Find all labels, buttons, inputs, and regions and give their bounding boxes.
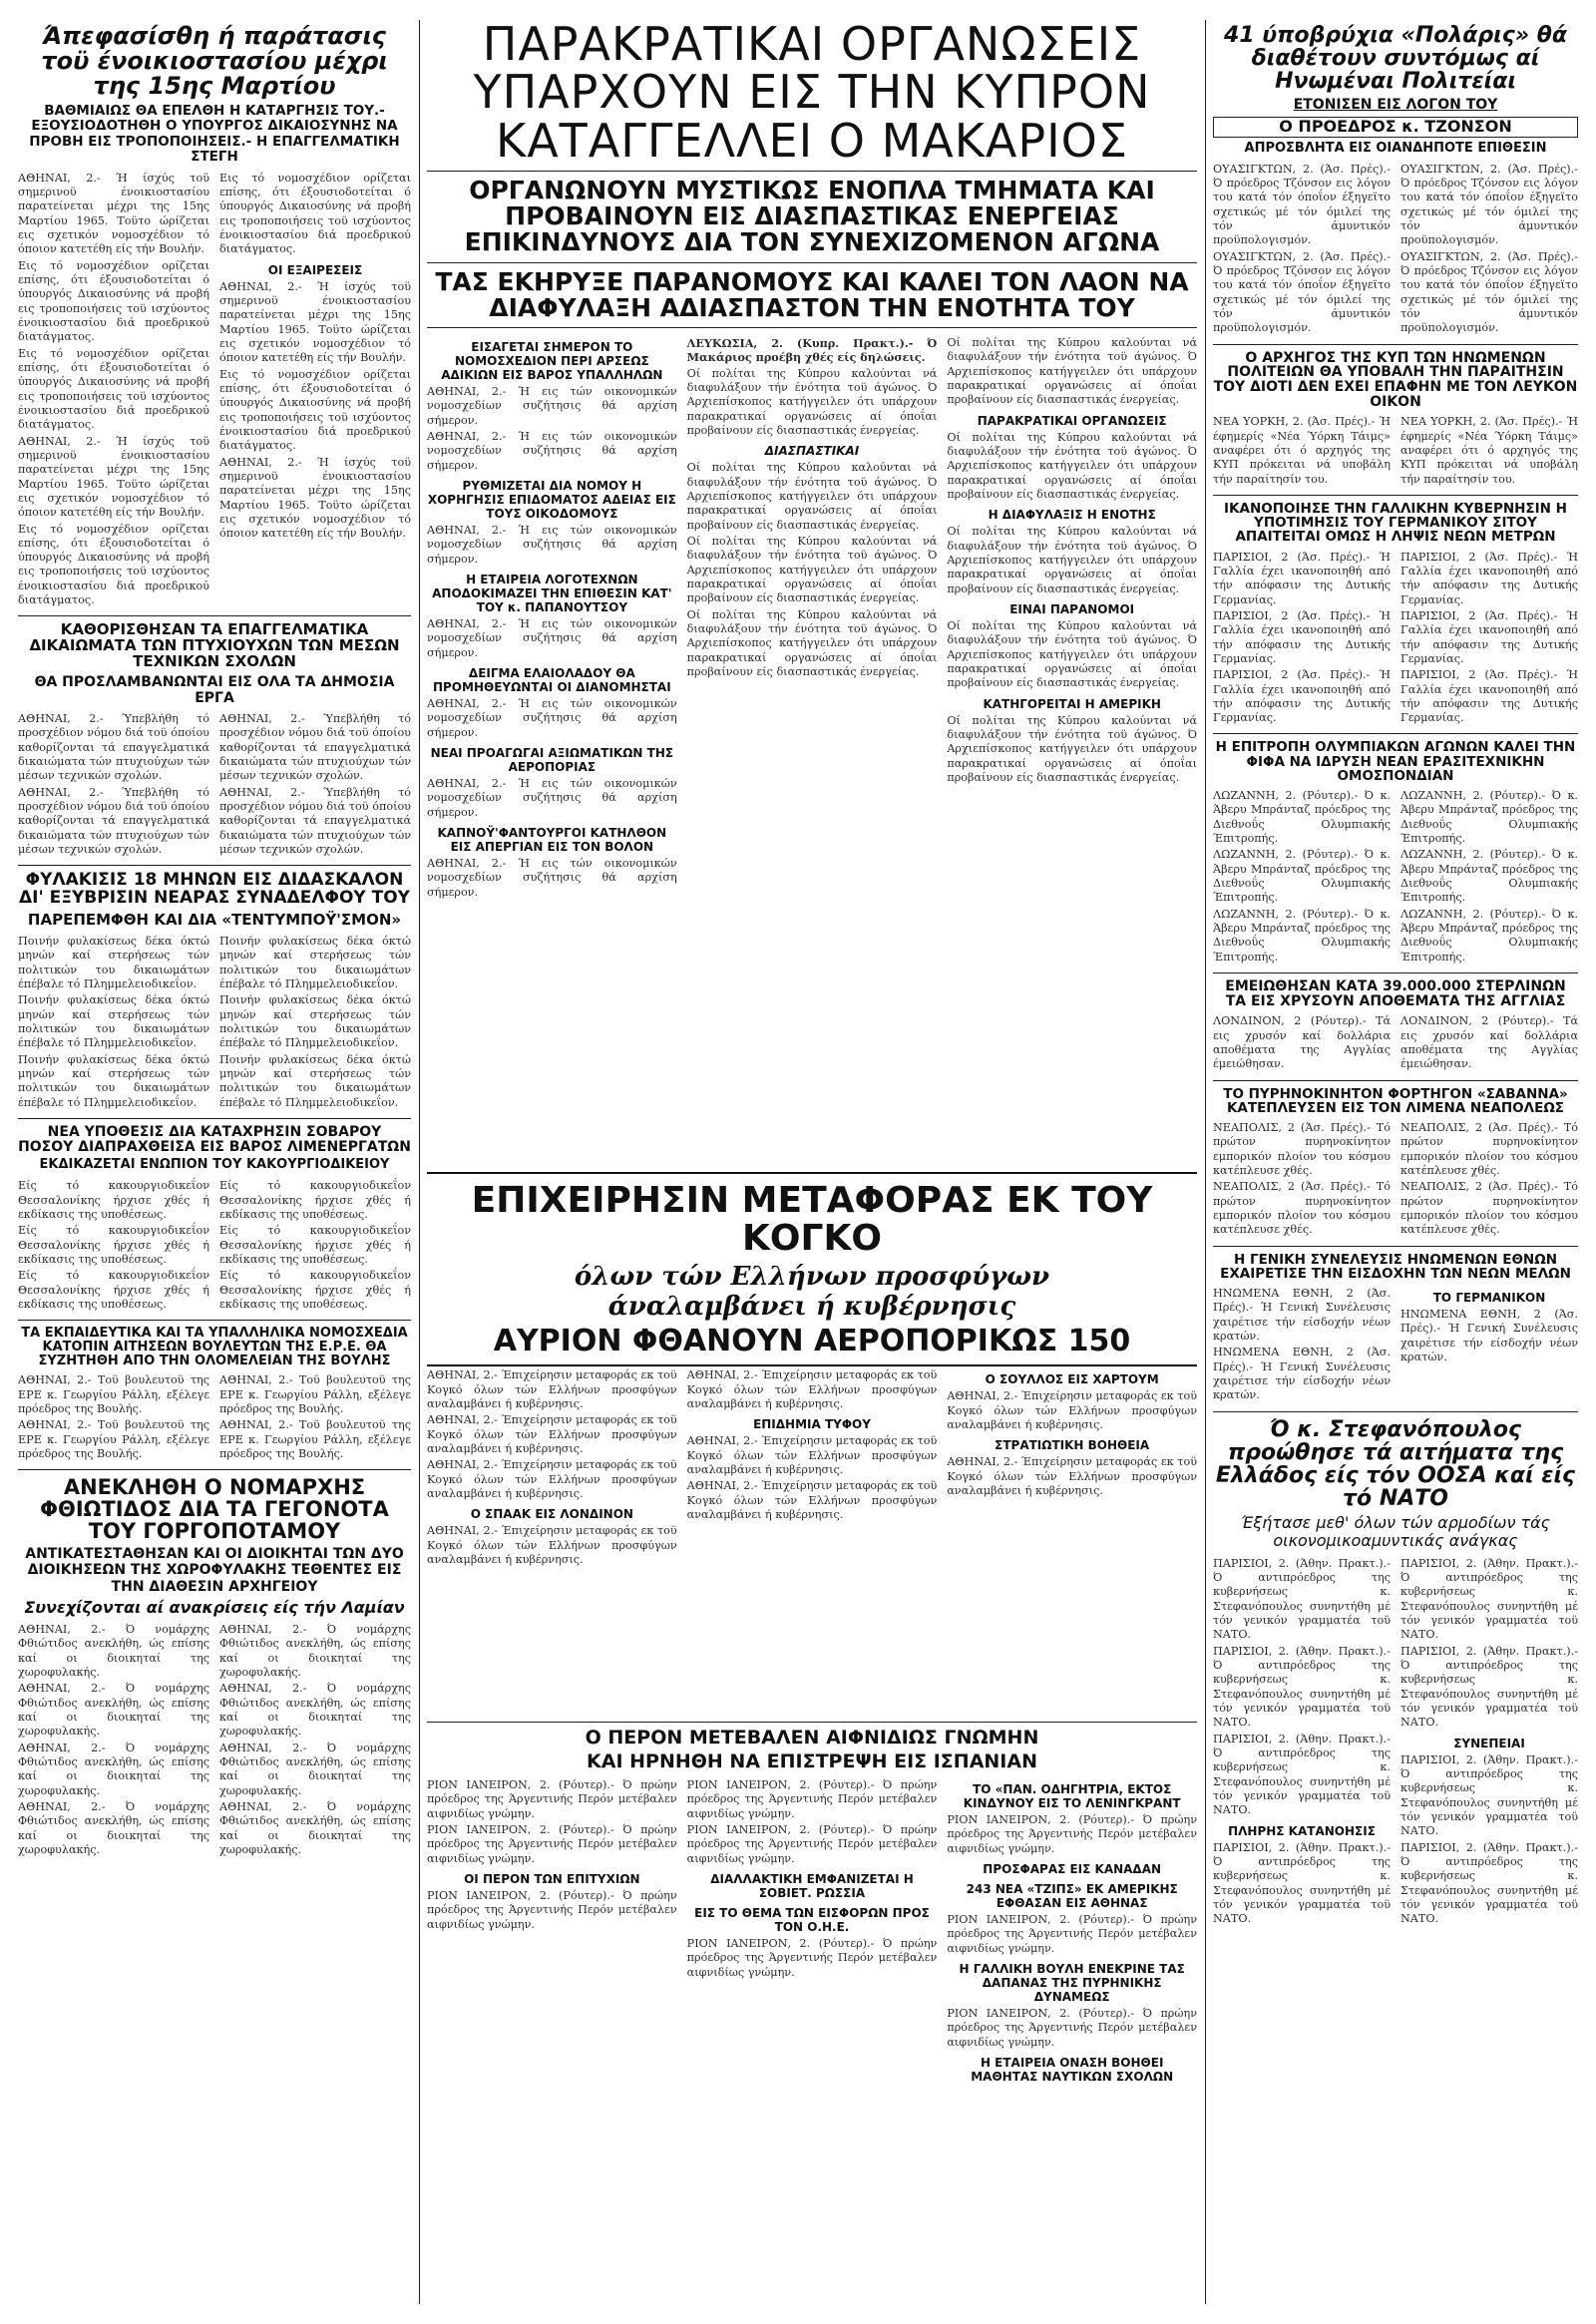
left-column	[18, 20, 411, 2304]
prefect-recalled-text-6: ΑΘΗΝΑΙ, 2.- Ό νομάρχης Φθιώτιδος ανεκλήθη, ώς επίσης καί οι διοικηταί της χωροφυλακής.	[219, 1682, 411, 1739]
peron-text-5: ΡΙΟΝ ΙΑΝΕΙΡΟΝ, 2. (Ρόυτερ).- Ό πρώην πρόεδρος της Άργεντινής Περόν μετέβαλεν αιφνιδίως γνώμην.	[686, 1823, 938, 1865]
congo-subhead-1: όλων τών Ελλήνων προσφύγων	[574, 1261, 1050, 1292]
olive-oil-headline: ΔΕΙΓΜΑ ΕΛΑΙΟΛΑΔΟΥ ΘΑ ΠΡΟΜΗΘΕΥΩΝΤΑΙ ΟΙ ΔΙΑΝΟΜΗΣΤΑΙ	[432, 666, 671, 695]
stefanopoulos-subhead: Έξήτασε μεθ' όλων τών αρμοδίων τάς οικονομικοαμυντικάς ανάγκας	[1240, 1512, 1551, 1551]
polaris-headline: 41 ύποβρύχια «Πολάρις» θά διαθέτουν συντόμως αί Ηνωμέναι Πολιτείαι	[1224, 23, 1567, 95]
education-bills-text: ΑΘΗΝΑΙ, 2.- Τοϋ βουλευτοϋ της ΕΡΕ κ. Γεωργίου Ράλλη, εξέλεγε πρόεδρος της Βουλής.	[18, 1373, 209, 1415]
cyprus-text-9: Οί πολίται της Κύπρου καλούνται νά διαφυλάξουν τήν ένότητα τοϋ άγώνος. Ό Αρχιεπίσκοπος κατήγγειλεν ότι υπάρχουν παρακρατικαί οργανώσεις αί όποΐαι προβαίνουν είς διασπαστικάς ένεργείας.	[947, 713, 1197, 785]
olympic-fifa-text-5: ΛΩΖΑΝΝΗ, 2. (Ρόυτερ).- Ό κ. Άβερυ Μπράνταζ πρόεδρος της Διεθνοΰς Ολυμπιακής Έπιτροπής.	[1400, 848, 1578, 905]
dock-workers-headline: ΝΕΑ ΥΠΟΘΕΣΙΣ ΔΙΑ ΚΑΤΑΧΡΗΣΙΝ ΣΟΒΑΡΟΥ ΠΟΣΟΥ ΔΙΑΠΡΑΧΘΕΙΣΑ ΕΙΣ ΒΑΡΟΣ ΛΙΜΕΝΕΡΓΑΤΩΝ	[18, 1124, 411, 1155]
typhus-text: ΑΘΗΝΑΙ, 2.- Έπιχείρησιν μεταφοράς εκ τοϋ Κογκό όλων τών Ελλήνων προσφύγων αναλαμβάνει ή κυβέρνησις.	[686, 1434, 938, 1476]
dock-workers-text-4: Είς τό κακουργιοδικεΐον Θεσσαλονίκης ήρχισε χθές ή εκδίκασις της υποθέσεως.	[219, 1179, 411, 1222]
congo-text-2: ΑΘΗΝΑΙ, 2.- Έπιχείρησιν μεταφοράς εκ τοϋ Κογκό όλων τών Ελλήνων προσφύγων αναλαμβάνει ή κυβέρνησις.	[427, 1413, 677, 1455]
civil-servants-bill-headline: ΕΙΣΑΓΕΤΑΙ ΣΗΜΕΡΟΝ ΤΟ ΝΟΜΟΣΧΕΔΙΟΝ ΠΕΡΙ ΑΡΣΕΩΣ ΑΔΙΚΙΩΝ ΕΙΣ ΒΑΡΟΣ ΥΠΑΛΛΗΛΩΝ	[441, 340, 663, 383]
stefanopoulos-text-5: ΠΑΡΙΣΙΟΙ, 2. (Άθην. Πρακτ.).- Ό αντιπρόεδρος της κυβερνήσεως κ. Στεφανόπουλος συνηντήθη μέ τόν γενικόν γραμματέα τοϋ ΝΑΤΟ.	[1400, 1556, 1578, 1642]
olympic-fifa-headline: Η ΕΠΙΤΡΟΠΗ ΟΛΥΜΠΙΑΚΩΝ ΑΓΩΝΩΝ ΚΑΛΕΙ ΤΗΝ ΦΙΦΑ ΝΑ ΙΔΡΥΣΗ ΝΕΑΝ ΕΡΑΣΙΤΕΧΝΙΚΗΝ ΟΜΟΣΠΟΝΔΙΑΝ	[1215, 739, 1576, 784]
consequences-subhead: ΣΥΝΕΠΕΙΑΙ	[1453, 1736, 1525, 1750]
cyprus-text-8: Οί πολίται της Κύπρου καλούνται νά διαφυλάξουν τήν ένότητα τοϋ άγώνος. Ό Αρχιεπίσκοπος κατήγγειλεν ότι υπάρχουν παρακρατικαί οργανώσεις αί όποΐαι προβαίνουν είς διασπαστικάς ένεργείας.	[947, 619, 1197, 690]
education-bills-body	[18, 1371, 411, 1463]
divider	[1213, 1080, 1578, 1081]
prefect-recalled-subhead-2: Συνεχίζονται αί ανακρίσεις είς τήν Λαμίαν	[24, 1597, 405, 1617]
upper-center-columns	[427, 334, 1197, 1172]
dock-workers-text-2: Είς τό κακουργιοδικεΐον Θεσσαλονίκης ήρχισε χθές ή εκδίκασις της υποθέσεως.	[18, 1224, 209, 1267]
teacher-sentence-text: Ποινήν φυλακίσεως δέκα όκτώ μηνών καί στερήσεως τών πολιτικών του δικαιωμάτων έπέβαλε τό Πλημμελειοδικεΐον.	[18, 935, 209, 991]
cia-chief-text: ΝΕΑ ΥΟΡΚΗ, 2. (Άσ. Πρές).- Ή έφημερίς «Νέα Ύόρκη Τάιμς» αναφέρει ότι ό αρχηγός της ΚΥΠ πρόκειται νά υποβάλη τήν παραίτησίν του.	[1213, 415, 1391, 486]
stefanopoulos-text-2: ΠΑΡΙΣΙΟΙ, 2. (Άθην. Πρακτ.).- Ό αντιπρόεδρος της κυβερνήσεως κ. Στεφανόπουλος συνηντήθη μέ τόν γενικόν γραμματέα τοϋ ΝΑΤΟ.	[1213, 1644, 1391, 1730]
olympic-fifa-body	[1213, 787, 1578, 967]
peron-text: ΡΙΟΝ ΙΑΝΕΙΡΟΝ, 2. (Ρόυτερ).- Ό πρώην πρόεδρος της Άργεντινής Περόν μετέβαλεν αιφνιδίως γνώμην.	[427, 1778, 677, 1820]
un-assembly-subhead: ΤΟ ΓΕΡΜΑΝΙΚΟΝ	[1432, 1290, 1546, 1305]
prefect-recalled-subhead: ΑΝΤΙΚΑΤΕΣΤΑΘΗΣΑΝ ΚΑΙ ΟΙ ΔΙΟΙΚΗΤΑΙ ΤΩΝ ΔΥΟ ΔΙΟΙΚΗΣΕΩΝ ΤΗΣ ΧΩΡΟΦΥΛΑΚΗΣ ΤΕΘΕΝΤΕΣ ΕΙΣ ΤΗΝ ΔΙΑΘΕΣΙΝ ΑΡΧΗΓΕΙΟΥ	[25, 1546, 404, 1595]
polaris-text-3: ΟΥΑΣΙΓΚΤΩΝ, 2. (Άσ. Πρές).- Ό πρόεδρος Τζόνσον εις λόγον του κατά τόν όποΐον έξηγεϊτο σχετικώς μέ τόν όμιλεί της τόν άμυντικόν προϋπολογισμόν.	[1400, 162, 1578, 247]
column-rule-left	[419, 20, 420, 2304]
teacher-sentence-text-6: Ποινήν φυλακίσεως δέκα όκτώ μηνών καί στερήσεως τών πολιτικών του δικαιωμάτων έπέβαλε τό Πλημμελειοδικεΐον.	[219, 1052, 411, 1109]
teacher-sentence-headline: ΦΥΛΑΚΙΣΙΣ 18 ΜΗΝΩΝ ΕΙΣ ΔΙΔΑΣΚΑΛΟΝ ΔΙ' ΕΞΥΒΡΙΣΙΝ ΝΕΑΡΑΣ ΣΥΝΑΔΕΛΦΟΥ ΤΟΥ	[19, 870, 410, 909]
canada-headline: ΠΡΟΣΦΑΡΑΣ ΕΙΣ ΚΑΝΑΔΑΝ	[983, 1862, 1162, 1877]
stefanopoulos-text-4: ΠΑΡΙΣΙΟΙ, 2. (Άθην. Πρακτ.).- Ό αντιπρόεδρος της κυβερνήσεως κ. Στεφανόπουλος συνηντήθη μέ τόν γενικόν γραμματέα τοϋ ΝΑΤΟ.	[1213, 1840, 1391, 1926]
center-right-subcolumn	[947, 334, 1197, 1172]
technical-schools-text-4: ΑΘΗΝΑΙ, 2.- Ύπεβλήθη τό προσχέδιον νόμου διά τοϋ όποίου καθορίζονται τά επαγγελματικά δικαιώματα τών πτυχιούχων τών μέσων τεχνικών σχολών.	[219, 785, 411, 856]
cyprus-america-subhead: ΚΑΤΗΓΟΡΕΙΤΑΙ Η ΑΜΕΡΙΚΗ	[983, 696, 1161, 711]
congo-text-3: ΑΘΗΝΑΙ, 2.- Έπιχείρησιν μεταφοράς εκ τοϋ Κογκό όλων τών Ελλήνων προσφύγων αναλαμβάνει ή κυβέρνησις.	[427, 1458, 677, 1500]
writers-society-text: ΑΘΗΝΑΙ, 2.- Ή εις τών οικονομικών νομοσχεδίων συζήτησις θά αρχίση σήμερον.	[427, 617, 677, 659]
prefect-recalled-text-4: ΑΘΗΝΑΙ, 2.- Ό νομάρχης Φθιώτιδος ανεκλήθη, ώς επίσης καί οι διοικηταί της χωροφυλακής.	[18, 1799, 209, 1856]
rent-control-headline: Άπεφασίσθη ή παράτασις τοϋ ένοικιοστασίου μέχρι της 15ης Μαρτίου	[41, 22, 388, 101]
polaris-subhead: ΕΤΟΝΙΣΕΝ ΕΙΣ ΛΟΓΟΝ ΤΟΥ	[1293, 97, 1498, 114]
polaris-body	[1213, 161, 1578, 338]
builders-allowance-text: ΑΘΗΝΑΙ, 2.- Ή εις τών οικονομικών νομοσχεδίων συζήτησις θά αρχίση σήμερον.	[427, 524, 677, 566]
builders-allowance-headline: ΡΥΘΜΙΖΕΤΑΙ ΔΙΑ ΝΟΜΟΥ Η ΧΟΡΗΓΗΣΙΣ ΕΠΙΔΟΜΑΤΟΣ ΑΔΕΙΑΣ ΕΙΣ ΤΟΥΣ ΟΙΚΟΔΟΜΟΥΣ	[427, 479, 676, 522]
savannah-text-2: ΝΕΑΠΟΛΙΣ, 2 (Άσ. Πρές).- Τό πρώτον πυρηνοκίνητον εμπορικόν πλοίον του κόσμου κατέπλευσε χθές.	[1213, 1180, 1391, 1237]
un-assembly-headline: Η ΓΕΝΙΚΗ ΣΥΝΕΛΕΥΣΙΣ ΗΝΩΜΕΝΩΝ ΕΘΝΩΝ ΕΧΑΙΡΕΤΙΣΕ ΤΗΝ ΕΙΣΔΟΧΗΝ ΤΩΝ ΝΕΩΝ ΜΕΛΩΝ	[1220, 1251, 1571, 1282]
rent-control-text-5: Εις τό νομοσχέδιον ορίζεται επίσης, ότι έξουσιοδοτείται ό ύπουργός Δικαιοσύνης νά προβή εις τροποποιήσεις τοϋ ισχύοντος ένοικιοστασίου διά προεδρικού διατάγματος.	[18, 522, 209, 607]
prefect-recalled-text: ΑΘΗΝΑΙ, 2.- Ό νομάρχης Φθιώτιδος ανεκλήθη, ώς επίσης καί οι διοικηταί της χωροφυλακής.	[18, 1623, 209, 1680]
savannah-body	[1213, 1119, 1578, 1240]
typhus-text-2: ΑΘΗΝΑΙ, 2.- Έπιχείρησιν μεταφοράς εκ τοϋ Κογκό όλων τών Ελλήνων προσφύγων αναλαμβάνει ή κυβέρνησις.	[686, 1479, 938, 1521]
cyprus-text-6: Οί πολίται της Κύπρου καλούνται νά διαφυλάξουν τήν ένότητα τοϋ άγώνος. Ό Αρχιεπίσκοπος κατήγγειλεν ότι υπάρχουν παρακρατικαί οργανώσεις αί όποΐαι προβαίνουν είς διασπαστικάς ένεργείας.	[947, 430, 1197, 502]
spaak-headline: Ο ΣΠΑΑΚ ΕΙΣ ΛΟΝΔΙΝΟΝ	[470, 1507, 633, 1522]
writers-society-headline: Η ΕΤΑΙΡΕΙΑ ΛΟΓΟΤΕΧΝΩΝ ΑΠΟΔΟΚΙΜΑΖΕΙ ΤΗΝ ΕΠΙΘΕΣΙΝ ΚΑΤ' ΤΟΥ κ. ΠΑΠΑΝΟΥΤΣΟΥ	[432, 573, 672, 615]
rent-control-text-7: ΑΘΗΝΑΙ, 2.- Ή ίσχύς τοϋ σημερινοϋ ένοικιοστασίου παρατείνεται μέχρι της 15ης Μαρτίου 1965. Τοϋτο ώρίζεται εις σχετικόν νομοσχέδιον τό όποιον κατετέθη είς τήν Βουλήν.	[219, 279, 411, 365]
cyprus-deck-2: ΤΑΣ ΕΚΗΡΥΞΕ ΠΑΡΑΝΟΜΟΥΣ ΚΑΙ ΚΑΛΕΙ ΤΟΝ ΛΑΟΝ ΝΑ ΔΙΑΦΥΛΑΞΗ ΑΔΙΑΣΠΑΣΤΟΝ ΤΗΝ ΕΝΟΤΗΤΑ ΤΟΥ	[435, 266, 1189, 322]
olympic-fifa-text-6: ΛΩΖΑΝΝΗ, 2. (Ρόυτερ).- Ό κ. Άβερυ Μπράνταζ πρόεδρος της Διεθνοΰς Ολυμπιακής Έπιτροπής.	[1400, 907, 1578, 964]
un-assembly-text-3: ΗΝΩΜΕΝΑ ΕΘΝΗ, 2 (Άσ. Πρές).- Ή Γενική Συνέλευσις χαιρέτισε τήν είσδοχήν νέων κρατών.	[1400, 1307, 1578, 1363]
peron-text-3: ΡΙΟΝ ΙΑΝΕΙΡΟΝ, 2. (Ρόυτερ).- Ό πρώην πρόεδρος της Άργεντινής Περόν μετέβαλεν αιφνιδίως γνώμην.	[427, 1889, 677, 1931]
cyprus-illegal-subhead: ΕΙΝΑΙ ΠΑΡΑΝΟΜΟΙ	[1009, 602, 1135, 617]
un-assembly-body	[1213, 1285, 1578, 1405]
congo-subhead-3: ΑΥΡΙΟΝ ΦΘΑΝΟΥΝ ΑΕΡΟΠΟΡΙΚΩΣ 150	[493, 1323, 1131, 1358]
bottom-center-columns	[427, 1776, 1197, 2304]
polaris-subhead-3: ΑΠΡΟΣΒΛΗΤΑ ΕΙΣ ΟΙΑΝΔΗΠΟΤΕ ΕΠΙΘΕΣΙΝ	[1244, 140, 1547, 156]
tobacco-strike-text: ΑΘΗΝΑΙ, 2.- Ή εις τών οικονομικών νομοσχεδίων συζήτησις θά αρχίση σήμερον.	[427, 857, 677, 899]
savannah-headline: ΤΟ ΠΥΡΗΝΟΚΙΝΗΤΟΝ ΦΟΡΤΗΓΟΝ «ΣΑΒΑΝΝΑ» ΚΑΤΕΠΛΕΥΣΕΝ ΕΙΣ ΤΟΝ ΛΙΜΕΝΑ ΝΕΑΠΟΛΕΩΣ	[1223, 1085, 1568, 1116]
polaris-text: ΟΥΑΣΙΓΚΤΩΝ, 2. (Άσ. Πρές).- Ό πρόεδρος Τζόνσον εις λόγον του κατά τόν όποΐον έξηγεϊτο σχετικώς μέ τόν όμιλεί της τόν άμυντικόν προϋπολογισμόν.	[1213, 162, 1391, 247]
technical-schools-text-2: ΑΘΗΝΑΙ, 2.- Ύπεβλήθη τό προσχέδιον νόμου διά τοϋ όποίου καθορίζονται τά επαγγελματικά δικαιώματα τών πτυχιούχων τών μέσων τεχνικών σχολών.	[18, 785, 209, 856]
onassis-headline: Η ΕΤΑΙΡΕΙΑ ΟΝΑΣΗ ΒΟΗΘΕΙ ΜΑΘΗΤΑΣ ΝΑΥΤΙΚΩΝ ΣΧΟΛΩΝ	[971, 2056, 1174, 2085]
gold-reserves-headline: ΕΜΕΙΩΘΗΣΑΝ ΚΑΤΑ 39.000.000 ΣΤΕΡΛΙΝΩΝ ΤΑ ΕΙΣ ΧΡΥΣΟΥΝ ΑΠΟΘΕΜΑΤΑ ΤΗΣ ΑΓΓΛΙΑΣ	[1225, 977, 1566, 1009]
olympic-fifa-text-4: ΛΩΖΑΝΝΗ, 2. (Ρόυτερ).- Ό κ. Άβερυ Μπράνταζ πρόεδρος της Διεθνοΰς Ολυμπιακής Έπιτροπής.	[1400, 789, 1578, 845]
rent-control-text-3: Εις τό νομοσχέδιον ορίζεται επίσης, ότι έξουσιοδοτείται ό ύπουργός Δικαιοσύνης νά προβή εις τροποποιήσεις τοϋ ισχύοντος ένοικιοστασίου διά προεδρικού διατάγματος.	[18, 346, 209, 432]
teacher-sentence-subhead: ΠΑΡΕΠΕΜΦΘΗ ΚΑΙ ΔΙΑ «ΤΕΝΤΥΜΠΟΫ'ΣΜΟΝ»	[27, 910, 402, 929]
technical-schools-text: ΑΘΗΝΑΙ, 2.- Ύπεβλήθη τό προσχέδιον νόμου διά τοϋ όποίου καθορίζονται τά επαγγελματικά δικαιώματα τών πτυχιούχων τών μέσων τεχνικών σχολών.	[18, 711, 209, 783]
olympic-fifa-text-2: ΛΩΖΑΝΝΗ, 2. (Ρόυτερ).- Ό κ. Άβερυ Μπράνταζ πρόεδρος της Διεθνοΰς Ολυμπιακής Έπιτροπής.	[1213, 848, 1391, 905]
divider	[427, 1722, 1197, 1723]
military-aid-headline: ΣΤΡΑΤΙΩΤΙΚΗ ΒΟΗΘΕΙΑ	[995, 1438, 1150, 1453]
cyprus-text-2: Οί πολίται της Κύπρου καλούνται νά διαφυλάξουν τήν ένότητα τοϋ άγώνος. Ό Αρχιεπίσκοπος κατήγγειλεν ότι υπάρχουν παρακρατικαί οργανώσεις αί όποΐαι προβαίνουν είς διασπαστικάς ένεργείας.	[686, 461, 938, 532]
divider	[1213, 344, 1578, 345]
education-bills-headline: ΤΑ ΕΚΠΑΙΔΕΥΤΙΚΑ ΚΑΙ ΤΑ ΥΠΑΛΛΗΛΙΚΑ ΝΟΜΟΣΧΕΔΙΑ ΚΑΤΟΠΙΝ ΑΙΤΗΣΕΩΝ ΒΟΥΛΕΥΤΩΝ ΤΗΣ Ε.Ρ.Ε. ΘΑ ΣΥΖΗΤΗΘΗ ΑΠΟ ΤΗΝ ΟΛΟΜΕΛΕΙΑΝ ΤΗΣ ΒΟΥΛΗΣ	[21, 1326, 408, 1368]
cia-chief-headline: Ο ΑΡΧΗΓΟΣ ΤΗΣ ΚΥΠ ΤΩΝ ΗΝΩΜΕΝΩΝ ΠΟΛΙΤΕΙΩΝ ΘΑ ΥΠΟΒΑΛΗ ΤΗΝ ΠΑΡΑΙΤΗΣΙΝ ΤΟΥ ΔΙΟΤΙ ΔΕΝ ΕΧΕΙ ΕΠΑΦΗΝ ΜΕ ΤΟΝ ΛΕΥΚΟΝ ΟΙΚΟΝ	[1213, 349, 1578, 410]
civil-servants-bill-text-2: ΑΘΗΝΑΙ, 2.- Ή εις τών οικονομικών νομοσχεδίων συζήτησις θά αρχίση σήμερον.	[427, 430, 677, 472]
civil-servants-bill-text: ΑΘΗΝΑΙ, 2.- Ή εις τών οικονομικών νομοσχεδίων συζήτησις θά αρχίση σήμερον.	[427, 385, 677, 427]
peron-successes-headline: ΟΙ ΠΕΡΟΝ ΤΩΝ ΕΠΙΤΥΧΙΩΝ	[464, 1872, 640, 1887]
german-wheat-text-4: ΠΑΡΙΣΙΟΙ, 2 (Άσ. Πρές).- Ή Γαλλία έχει ικανοποιηθή από τήν απόφασιν της Δυτικής Γερμανίας.	[1400, 550, 1578, 606]
teacher-sentence-text-2: Ποινήν φυλακίσεως δέκα όκτώ μηνών καί στερήσεως τών πολιτικών του δικαιωμάτων έπέβαλε τό Πλημμελειοδικεΐον.	[18, 993, 209, 1050]
congo-box	[427, 1172, 1197, 1366]
divider	[18, 1118, 411, 1119]
rent-control-text-4: ΑΘΗΝΑΙ, 2.- Ή ίσχύς τοϋ σημερινοϋ ένοικιοστασίου παρατείνεται μέχρι της 15ης Μαρτίου 1965. Τοϋτο ώρίζεται εις σχετικόν νομοσχέδιον τό όποιον κατετέθη είς τήν Βουλήν.	[18, 434, 209, 520]
prefect-recalled-headline: ΑΝΕΚΛΗΘΗ Ο ΝΟΜΑΡΧΗΣ ΦΘΙΩΤΙΔΟΣ ΔΙΑ ΤΑ ΓΕΓΟΝΟΤΑ ΤΟΥ ΓΟΡΓΟΠΟΤΑΜΟΥ	[40, 1475, 389, 1544]
cyprus-deck-1: ΟΡΓΑΝΩΝΟΥΝ ΜΥΣΤΙΚΩΣ ΕΝΟΠΛΑ ΤΜΗΜΑΤΑ ΚΑΙ ΠΡΟΒΑΙΝΟΥΝ ΕΙΣ ΔΙΑΣΠΑΣΤΙΚΑΣ ΕΝΕΡΓΕΙΑΣ ΕΠΙΚΙΝΔΥΝΟΥΣ ΔΙΑ ΤΟΝ ΣΥΝΕΧΙΖΟΜΕΝΟΝ ΑΓΩΝΑ	[464, 175, 1160, 257]
cia-chief-body	[1213, 413, 1578, 489]
cyprus-banner-line2: ΥΠΑΡΧΟΥΝ ΕΙΣ ΤΗΝ ΚΥΠΡΟΝ	[473, 65, 1151, 120]
tobacco-strike-headline: ΚΑΠΝΟΫ'ΦΑΝΤΟΥΡΓΟΙ ΚΑΤΗΛΘΟΝ ΕΙΣ ΑΠΕΡΓΙΑΝ ΕΙΣ ΤΟΝ ΒΟΛΟΝ	[437, 826, 667, 855]
prefect-recalled-text-7: ΑΘΗΝΑΙ, 2.- Ό νομάρχης Φθιώτιδος ανεκλήθη, ώς επίσης καί οι διοικηταί της χωροφυλακής.	[219, 1741, 411, 1797]
polaris-text-2: ΟΥΑΣΙΓΚΤΩΝ, 2. (Άσ. Πρές).- Ό πρόεδρος Τζόνσον εις λόγον του κατά τόν όποΐον έξηγεϊτο σχετικώς μέ τόν όμιλεί της τόν άμυντικόν προϋπολογισμόν.	[1213, 249, 1391, 335]
peron-text-4: ΡΙΟΝ ΙΑΝΕΙΡΟΝ, 2. (Ρόυτερ).- Ό πρώην πρόεδρος της Άργεντινής Περόν μετέβαλεν αιφνιδίως γνώμην.	[686, 1778, 938, 1820]
olympic-fifa-text-3: ΛΩΖΑΝΝΗ, 2. (Ρόυτερ).- Ό κ. Άβερυ Μπράνταζ πρόεδρος της Διεθνοΰς Ολυμπιακής Έπιτροπής.	[1213, 907, 1391, 964]
stefanopoulos-text-6: ΠΑΡΙΣΙΟΙ, 2. (Άθην. Πρακτ.).- Ό αντιπρόεδρος της κυβερνήσεως κ. Στεφανόπουλος συνηντήθη μέ τόν γενικόν γραμματέα τοϋ ΝΑΤΟ.	[1400, 1644, 1578, 1730]
teacher-sentence-body	[18, 933, 411, 1112]
cyprus-text-5: Οί πολίται της Κύπρου καλούνται νά διαφυλάξουν τήν ένότητα τοϋ άγώνος. Ό Αρχιεπίσκοπος κατήγγειλεν ότι υπάρχουν παρακρατικαί οργανώσεις αί όποΐαι προβαίνουν είς διασπαστικάς ένεργείας.	[947, 336, 1197, 407]
divider	[427, 327, 1197, 328]
french-parliament-headline: Η ΓΑΛΛΙΚΗ ΒΟΥΛΗ ΕΝΕΚΡΙΝΕ ΤΑΣ ΔΑΠΑΝΑΣ ΤΗΣ ΠΥΡΗΝΙΚΗΣ ΔΥΝΑΜΕΩΣ	[959, 1962, 1185, 2005]
typhus-headline: ΕΠΙΔΗΜΙΑ ΤΥΦΟΥ	[753, 1417, 871, 1432]
olive-oil-text: ΑΘΗΝΑΙ, 2.- Ή εις τών οικονομικών νομοσχεδίων συζήτησις θά αρχίση σήμερον.	[427, 697, 677, 739]
air-force-promotions-text: ΑΘΗΝΑΙ, 2.- Ή εις τών οικονομικών νομοσχεδίων συζήτησις θά αρχίση σήμερον.	[427, 777, 677, 819]
un-assembly-text: ΗΝΩΜΕΝΑ ΕΘΝΗ, 2 (Άσ. Πρές).- Ή Γενική Συνέλευσις χαιρέτισε τήν είσδοχήν νέων κρατών.	[1213, 1286, 1391, 1343]
prefect-recalled-text-2: ΑΘΗΝΑΙ, 2.- Ό νομάρχης Φθιώτιδος ανεκλήθη, ώς επίσης καί οι διοικηταί της χωροφυλακής.	[18, 1682, 209, 1739]
newspaper-page	[18, 20, 1578, 2304]
divider	[1213, 495, 1578, 496]
congo-text: ΑΘΗΝΑΙ, 2.- Έπιχείρησιν μεταφοράς εκ τοϋ Κογκό όλων τών Ελλήνων προσφύγων αναλαμβάνει ή κυβέρνησις.	[427, 1368, 677, 1410]
congo-headline: ΕΠΙΧΕΙΡΗΣΙΝ ΜΕΤΑΦΟΡΑΣ ΕΚ ΤΟΥ ΚΟΓΚΟ	[471, 1180, 1153, 1259]
german-wheat-text-2: ΠΑΡΙΣΙΟΙ, 2 (Άσ. Πρές).- Ή Γαλλία έχει ικανοποιηθή από τήν απόφασιν της Δυτικής Γερμανίας.	[1213, 608, 1391, 665]
military-aid-text: ΑΘΗΝΑΙ, 2.- Έπιχείρησιν μεταφοράς εκ τοϋ Κογκό όλων τών Ελλήνων προσφύγων αναλαμβάνει ή κυβέρνησις.	[947, 1455, 1197, 1497]
rent-control-subhead: ΒΑΘΜΙΑΙΩΣ ΘΑ ΕΠΕΛΘΗ Η ΚΑΤΑΡΓΗΣΙΣ ΤΟΥ.- ΕΞΟΥΣΙΟΔΟΤΗΘΗ Ο ΥΠΟΥΡΓΟΣ ΔΙΚΑΙΟΣΥΝΗΣ ΝΑ ΠΡΟΒΗ ΕΙΣ ΤΡΟΠΟΠΟΙΗΣΕΙΣ.- Η ΕΠΑΓΓΕΛΜΑΤΙΚΗ ΣΤΕΓΗ	[29, 102, 400, 166]
leningrad-ship-text: ΡΙΟΝ ΙΑΝΕΙΡΟΝ, 2. (Ρόυτερ).- Ό πρώην πρόεδρος της Άργεντινής Περόν μετέβαλεν αιφνιδίως γνώμην.	[947, 1813, 1197, 1855]
german-wheat-text-5: ΠΑΡΙΣΙΟΙ, 2 (Άσ. Πρές).- Ή Γαλλία έχει ικανοποιηθή από τήν απόφασιν της Δυτικής Γερμανίας.	[1400, 608, 1578, 665]
prefect-recalled-text-8: ΑΘΗΝΑΙ, 2.- Ό νομάρχης Φθιώτιδος ανεκλήθη, ώς επίσης καί οι διοικηταί της χωροφυλακής.	[219, 1799, 411, 1856]
savannah-text-3: ΝΕΑΠΟΛΙΣ, 2 (Άσ. Πρές).- Τό πρώτον πυρηνοκίνητον εμπορικόν πλοίον του κόσμου κατέπλευσε χθές.	[1400, 1120, 1578, 1177]
gold-reserves-text-2: ΛΟΝΔΙΝΟΝ, 2 (Ρόυτερ).- Τά εις χρυσόν καί δολλάρια αποθέματα της Αγγλίας έμειώθησαν.	[1400, 1014, 1578, 1071]
rent-control-text-9: ΑΘΗΝΑΙ, 2.- Ή ίσχύς τοϋ σημερινοϋ ένοικιοστασίου παρατείνεται μέχρι της 15ης Μαρτίου 1965. Τοϋτο ώρίζεται εις σχετικόν νομοσχέδιον τό όποιον κατετέθη είς τήν Βουλήν.	[219, 455, 411, 541]
right-column	[1213, 20, 1578, 2304]
divider	[1213, 733, 1578, 734]
divider	[18, 1320, 411, 1321]
un-assembly-text-2: ΗΝΩΜΕΝΑ ΕΘΝΗ, 2 (Άσ. Πρές).- Ή Γενική Συνέλευσις χαιρέτισε τήν είσδοχήν νέων κρατών.	[1213, 1346, 1391, 1402]
leningrad-ship-headline: ΤΟ «ΠΑΝ. ΟΔΗΓΗΤΡΙΑ, ΕΚΤΟΣ ΚΙΝΔΥΝΟΥ ΕΙΣ ΤΟ ΛΕΝΙΝΓΚΡΑΝΤ	[963, 1782, 1181, 1811]
divider	[1213, 972, 1578, 973]
dock-workers-text-5: Είς τό κακουργιοδικεΐον Θεσσαλονίκης ήρχισε χθές ή εκδίκασις της υποθέσεως.	[219, 1224, 411, 1267]
education-bills-text-3: ΑΘΗΝΑΙ, 2.- Τοϋ βουλευτοϋ της ΕΡΕ κ. Γεωργίου Ράλλη, εξέλεγε πρόεδρος της Βουλής.	[219, 1373, 411, 1415]
french-parliament-text: ΡΙΟΝ ΙΑΝΕΙΡΟΝ, 2. (Ρόυτερ).- Ό πρώην πρόεδρος της Άργεντινής Περόν μετέβαλεν αιφνιδίως γνώμην.	[947, 2007, 1197, 2049]
soullos-headline: Ο ΣΟΥΛΛΟΣ ΕΙΣ ΧΑΡΤΟΥΜ	[985, 1372, 1159, 1387]
technical-schools-subhead: ΘΑ ΠΡΟΣΛΑΜΒΑΝΩΝΤΑΙ ΕΙΣ ΟΛΑ ΤΑ ΔΗΜΟΣΙΑ ΕΡΓΑ	[34, 673, 395, 706]
education-bills-text-2: ΑΘΗΝΑΙ, 2.- Τοϋ βουλευτοϋ της ΕΡΕ κ. Γεωργίου Ράλλη, εξέλεγε πρόεδρος της Βουλής.	[18, 1418, 209, 1460]
polaris-subhead-2: Ο ΠΡΟΕΔΡΟΣ κ. ΤΖΟΝΣΟΝ	[1213, 117, 1578, 137]
peron-text-2: ΡΙΟΝ ΙΑΝΕΙΡΟΝ, 2. (Ρόυτερ).- Ό πρώην πρόεδρος της Άργεντινής Περόν μετέβαλεν αιφνιδίως γνώμην.	[427, 1823, 677, 1865]
german-wheat-text: ΠΑΡΙΣΙΟΙ, 2 (Άσ. Πρές).- Ή Γαλλία έχει ικανοποιηθή από τήν απόφασιν της Δυτικής Γερμανίας.	[1213, 550, 1391, 606]
savannah-text-4: ΝΕΑΠΟΛΙΣ, 2 (Άσ. Πρές).- Τό πρώτον πυρηνοκίνητον εμπορικόν πλοίον του κόσμου κατέπλευσε χθές.	[1400, 1180, 1578, 1237]
divider	[1213, 1411, 1578, 1412]
lower-center-columns	[427, 1366, 1197, 1716]
cyprus-text-3: Οί πολίται της Κύπρου καλούνται νά διαφυλάξουν τήν ένότητα τοϋ άγώνος. Ό Αρχιεπίσκοπος κατήγγειλεν ότι υπάρχουν παρακρατικαί οργανώσεις αί όποΐαι προβαίνουν είς διασπαστικάς ένεργείας.	[686, 535, 938, 605]
congo-subhead-2: άναλαμβάνει ή κυβέρνησις	[607, 1291, 1016, 1322]
teacher-sentence-text-4: Ποινήν φυλακίσεως δέκα όκτώ μηνών καί στερήσεως τών πολιτικών του δικαιωμάτων έπέβαλε τό Πλημμελειοδικεΐον.	[219, 935, 411, 991]
olympic-fifa-text: ΛΩΖΑΝΝΗ, 2. (Ρόυτερ).- Ό κ. Άβερυ Μπράνταζ πρόεδρος της Διεθνοΰς Ολυμπιακής Έπιτροπής.	[1213, 789, 1391, 845]
polaris-text-4: ΟΥΑΣΙΓΚΤΩΝ, 2. (Άσ. Πρές).- Ό πρόεδρος Τζόνσον εις λόγον του κατά τόν όποΐον έξηγεϊτο σχετικώς μέ τόν όμιλεί της τόν άμυντικόν προϋπολογισμόν.	[1400, 249, 1578, 335]
congo-text-4: ΑΘΗΝΑΙ, 2.- Έπιχείρησιν μεταφοράς εκ τοϋ Κογκό όλων τών Ελλήνων προσφύγων αναλαμβάνει ή κυβέρνησις.	[686, 1368, 938, 1410]
peron-headline: Ο ΠΕΡΟΝ ΜΕΤΕΒΑΛΕΝ ΑΙΦΝΙΔΙΩΣ ΓΝΩΜΗΝ	[585, 1727, 1039, 1749]
air-force-promotions-headline: ΝΕΑΙ ΠΡΟΑΓΩΓΑΙ ΑΞΙΩΜΑΤΙΚΩΝ ΤΗΣ ΑΕΡΟΠΟΡΙΑΣ	[430, 746, 674, 775]
prefect-recalled-body	[18, 1621, 411, 1859]
dock-workers-body	[18, 1177, 411, 1314]
cyprus-text-7: Οί πολίται της Κύπρου καλούνται νά διαφυλάξουν τήν ένότητα τοϋ άγώνος. Ό Αρχιεπίσκοπος κατήγγειλεν ότι υπάρχουν παρακρατικαί οργανώσεις αί όποΐαι προβαίνουν είς διασπαστικάς ένεργείας.	[947, 525, 1197, 595]
center-middle-subcolumn	[687, 334, 938, 1172]
technical-schools-text-3: ΑΘΗΝΑΙ, 2.- Ύπεβλήθη τό προσχέδιον νόμου διά τοϋ όποίου καθορίζονται τά επαγγελματικά δικαιώματα τών πτυχιούχων τών μέσων τεχνικών σχολών.	[219, 711, 411, 783]
cyprus-banner-line1: ΠΑΡΑΚΡΑΤΙΚΑΙ ΟΡΓΑΝΩΣΕΙΣ	[482, 20, 1142, 71]
german-wheat-text-6: ΠΑΡΙΣΙΟΙ, 2 (Άσ. Πρές).- Ή Γαλλία έχει ικανοποιηθή από τήν απόφασιν της Δυτικής Γερμανίας.	[1400, 668, 1578, 725]
cyprus-text-4: Οί πολίται της Κύπρου καλούνται νά διαφυλάξουν τήν ένότητα τοϋ άγώνος. Ό Αρχιεπίσκοπος κατήγγειλεν ότι υπάρχουν παρακρατικαί οργανώσεις αί όποΐαι προβαίνουν είς διασπαστικάς ένεργείας.	[686, 607, 938, 679]
soullos-text: ΑΘΗΝΑΙ, 2.- Έπιχείρησιν μεταφοράς εκ τοϋ Κογκό όλων τών Ελλήνων προσφύγων αναλαμβάνει ή κυβέρνησις.	[947, 1389, 1197, 1431]
german-wheat-text-3: ΠΑΡΙΣΙΟΙ, 2 (Άσ. Πρές).- Ή Γαλλία έχει ικανοποιηθή από τήν απόφασιν της Δυτικής Γερμανίας.	[1213, 668, 1391, 725]
divider	[18, 615, 411, 616]
cyprus-unity-subhead: Η ΔΙΑΦΥΛΑΞΙΣ Η ΕΝΟΤΗΣ	[988, 508, 1156, 523]
stefanopoulos-body	[1213, 1555, 1578, 1929]
teacher-sentence-text-3: Ποινήν φυλακίσεως δέκα όκτώ μηνών καί στερήσεως τών πολιτικών του δικαιωμάτων έπέβαλε τό Πλημμελειοδικεΐον.	[18, 1052, 209, 1109]
divider	[18, 865, 411, 866]
jeeps-text: ΡΙΟΝ ΙΑΝΕΙΡΟΝ, 2. (Ρόυτερ).- Ό πρώην πρόεδρος της Άργεντινής Περόν μετέβαλεν αιφνιδίως γνώμην.	[947, 1913, 1197, 1955]
cyprus-banner-line3: ΚΑΤΑΓΓΕΛΛΕΙ Ο ΜΑΚΑΡΙΟΣ	[496, 113, 1128, 168]
dock-workers-text-6: Είς τό κακουργιοδικεΐον Θεσσαλονίκης ήρχισε χθές ή εκδίκασις της υποθέσεως.	[219, 1269, 411, 1311]
dock-workers-subhead: ΕΚΔΙΚΑΖΕΤΑΙ ΕΝΩΠΙΟΝ ΤΟΥ ΚΑΚΟΥΡΓΙΟΔΙΚΕΙΟΥ	[39, 1157, 390, 1173]
education-bills-text-4: ΑΘΗΝΑΙ, 2.- Τοϋ βουλευτοϋ της ΕΡΕ κ. Γεωργίου Ράλλη, εξέλεγε πρόεδρος της Βουλής.	[219, 1418, 411, 1460]
center-left-subcolumn	[427, 334, 677, 1172]
divider	[18, 1469, 411, 1470]
stefanopoulos-text-8: ΠΑΡΙΣΙΟΙ, 2. (Άθην. Πρακτ.).- Ό αντιπρόεδρος της κυβερνήσεως κ. Στεφανόπουλος συνηντήθη μέ τόν γενικόν γραμματέα τοϋ ΝΑΤΟ.	[1400, 1840, 1578, 1926]
jeeps-headline: 243 ΝΕΑ «ΤΖΙΠΣ» ΕΚ ΑΜΕΡΙΚΗΣ ΕΦΘΑΣΑΝ ΕΙΣ ΑΘΗΝΑΣ	[966, 1882, 1178, 1911]
soviet-un-headline: ΔΙΑΛΛΑΚΤΙΚΗ ΕΜΦΑΝΙΖΕΤΑΙ Η ΣΟΒΙΕΤ. ΡΩΣΣΙΑ	[710, 1872, 914, 1901]
german-wheat-body	[1213, 549, 1578, 728]
divider	[427, 262, 1197, 263]
column-rule-right	[1205, 20, 1206, 2304]
stefanopoulos-headline: Ό κ. Στεφανόπουλος προώθησε τά αιτήματα της Ελλάδος είς τόν ΟΟΣΑ καί είς τό ΝΑΤΟ	[1215, 1416, 1576, 1511]
stefanopoulos-text: ΠΑΡΙΣΙΟΙ, 2. (Άθην. Πρακτ.).- Ό αντιπρόεδρος της κυβερνήσεως κ. Στεφανόπουλος συνηντήθη μέ τόν γενικόν γραμματέα τοϋ ΝΑΤΟ.	[1213, 1556, 1391, 1642]
prefect-recalled-text-5: ΑΘΗΝΑΙ, 2.- Ό νομάρχης Φθιώτιδος ανεκλήθη, ώς επίσης καί οι διοικηταί της χωροφυλακής.	[219, 1623, 411, 1680]
cyprus-paramilitary-subhead: ΠΑΡΑΚΡΑΤΙΚΑΙ ΟΡΓΑΝΩΣΕΙΣ	[977, 413, 1167, 428]
soviet-un-text: ΡΙΟΝ ΙΑΝΕΙΡΟΝ, 2. (Ρόυτερ).- Ό πρώην πρόεδρος της Άργεντινής Περόν μετέβαλεν αιφνιδίως γνώμην.	[686, 1937, 938, 1979]
technical-schools-headline: ΚΑΘΟΡΙΣΘΗΣΑΝ ΤΑ ΕΠΑΓΓΕΛΜΑΤΙΚΑ ΔΙΚΑΙΩΜΑΤΑ ΤΩΝ ΠΤΥΧΙΟΥΧΩΝ ΤΩΝ ΜΕΣΩΝ ΤΕΧΝΙΚΩΝ ΣΧΟΛΩΝ	[29, 620, 400, 670]
full-understanding-subhead: ΠΛΗΡΗΣ ΚΑΤΑΝΟΗΣΙΣ	[1228, 1823, 1376, 1838]
german-wheat-headline: ΙΚΑΝΟΠΟΙΗΣΕ ΤΗΝ ΓΑΛΛΙΚΗΝ ΚΥΒΕΡΝΗΣΙΝ Η ΥΠΟΤΙΜΗΣΙΣ ΤΟΥ ΓΕΡΜΑΝΙΚΟΥ ΣΙΤΟΥ ΑΠΑΙΤΕΙΤΑΙ ΟΜΩΣ Η ΛΗΨΙΣ ΝΕΩΝ ΜΕΤΡΩΝ	[1224, 501, 1567, 546]
technical-schools-body	[18, 710, 411, 859]
rent-control-body	[18, 170, 411, 610]
rent-control-text-2: Εις τό νομοσχέδιον ορίζεται επίσης, ότι έξουσιοδοτείται ό ύπουργός Δικαιοσύνης νά προβή εις τροποποιήσεις τοϋ ισχύοντος ένοικιοστασίου διά προεδρικού διατάγματος.	[18, 258, 209, 344]
gold-reserves-body	[1213, 1012, 1578, 1073]
cyprus-text: Οί πολίται της Κύπρου καλούνται νά διαφυλάξουν τήν ένότητα τοϋ άγώνος. Ό Αρχιεπίσκοπος κατήγγειλεν ότι υπάρχουν παρακρατικαί οργανώσεις αί όποΐαι προβαίνουν είς διασπαστικάς ένεργείας.	[686, 366, 938, 438]
stefanopoulos-text-7: ΠΑΡΙΣΙΟΙ, 2. (Άθην. Πρακτ.).- Ό αντιπρόεδρος της κυβερνήσεως κ. Στεφανόπουλος συνηντήθη μέ τόν γενικόν γραμματέα τοϋ ΝΑΤΟ.	[1400, 1752, 1578, 1838]
savannah-text: ΝΕΑΠΟΛΙΣ, 2 (Άσ. Πρές).- Τό πρώτον πυρηνοκίνητον εμπορικόν πλοίον του κόσμου κατέπλευσε χθές.	[1213, 1120, 1391, 1177]
spaak-text: ΑΘΗΝΑΙ, 2.- Έπιχείρησιν μεταφοράς εκ τοϋ Κογκό όλων τών Ελλήνων προσφύγων αναλαμβάνει ή κυβέρνησις.	[427, 1524, 677, 1566]
stefanopoulos-text-3: ΠΑΡΙΣΙΟΙ, 2. (Άθην. Πρακτ.).- Ό αντιπρόεδρος της κυβερνήσεως κ. Στεφανόπουλος συνηντήθη μέ τόν γενικόν γραμματέα τοϋ ΝΑΤΟ.	[1213, 1732, 1391, 1817]
dock-workers-text: Είς τό κακουργιοδικεΐον Θεσσαλονίκης ήρχισε χθές ή εκδίκασις της υποθέσεως.	[18, 1179, 209, 1222]
exemptions-subhead: ΟΙ ΕΞΑΙΡΕΣΕΙΣ	[267, 262, 363, 277]
dock-workers-text-3: Είς τό κακουργιοδικεΐον Θεσσαλονίκης ήρχισε χθές ή εκδίκασις της υποθέσεως.	[18, 1269, 209, 1311]
cyprus-divisive-subhead: ΔΙΑΣΠΑΣΤΙΚΑΙ	[764, 444, 860, 459]
rent-control-text: ΑΘΗΝΑΙ, 2.- Ή ίσχύς τοϋ σημερινοϋ ένοικιοστασίου παρατείνεται μέχρι της 15ης Μαρτίου 1965. Τοϋτο ώρίζεται εις σχετικόν νομοσχέδιον τό όποιον κατετέθη είς τήν Βουλήν.	[18, 171, 209, 256]
rent-control-text-8: Εις τό νομοσχέδιον ορίζεται επίσης, ότι έξουσιοδοτείται ό ύπουργός Δικαιοσύνης νά προβή εις τροποποιήσεις τοϋ ισχύοντος ένοικιοστασίου διά προεδρικού διατάγματος.	[219, 367, 411, 453]
center-column	[427, 20, 1197, 2304]
divider	[1213, 1246, 1578, 1247]
prefect-recalled-text-3: ΑΘΗΝΑΙ, 2.- Ό νομάρχης Φθιώτιδος ανεκλήθη, ώς επίσης καί οι διοικηταί της χωροφυλακής.	[18, 1741, 209, 1797]
divider	[427, 171, 1197, 172]
rent-control-text-6: Εις τό νομοσχέδιον ορίζεται επίσης, ότι έξουσιοδοτείται ό ύπουργός Δικαιοσύνης νά προβή εις τροποποιήσεις τοϋ ισχύοντος ένοικιοστασίου διά προεδρικού διατάγματος.	[219, 171, 411, 256]
cia-chief-text-2: ΝΕΑ ΥΟΡΚΗ, 2. (Άσ. Πρές).- Ή έφημερίς «Νέα Ύόρκη Τάιμς» αναφέρει ότι ό αρχηγός της ΚΥΠ πρόκειται νά υποβάλη τήν παραίτησίν του.	[1400, 415, 1578, 486]
peron-headline-2: ΚΑΙ ΗΡΝΗΘΗ ΝΑ ΕΠΙΣΤΡΕΨΗ ΕΙΣ ΙΣΠΑΝΙΑΝ	[587, 1750, 1037, 1773]
cyprus-dateline: ΛΕΥΚΩΣΙΑ, 2. (Κυπρ. Πρακτ.).- Ό Μακάριος προέβη χθές είς δηλώσεις.	[686, 336, 938, 365]
teacher-sentence-text-5: Ποινήν φυλακίσεως δέκα όκτώ μηνών καί στερήσεως τών πολιτικών του δικαιωμάτων έπέβαλε τό Πλημμελειοδικεΐον.	[219, 993, 411, 1050]
gold-reserves-text: ΛΟΝΔΙΝΟΝ, 2 (Ρόυτερ).- Τά εις χρυσόν καί δολλάρια αποθέματα της Αγγλίας έμειώθησαν.	[1213, 1014, 1391, 1071]
soviet-un-headline-2: ΕΙΣ ΤΟ ΘΕΜΑ ΤΩΝ ΕΙΣΦΟΡΩΝ ΠΡΟΣ ΤΟΝ Ο.Η.Ε.	[694, 1906, 930, 1935]
